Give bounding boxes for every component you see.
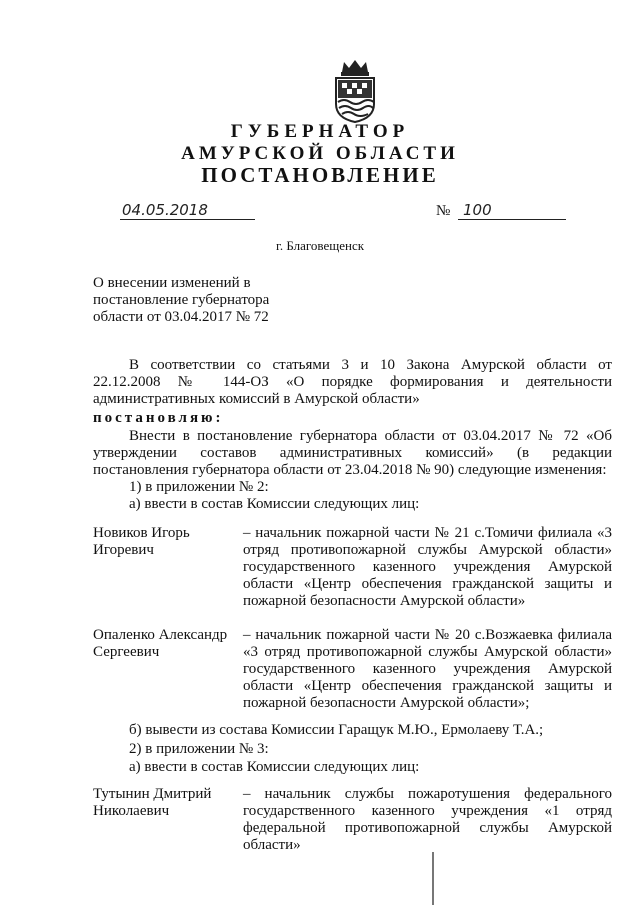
- date-underline: [120, 219, 255, 220]
- member-position-line: – начальник пожарной части № 20 с.Возжаевка филиала: [243, 627, 612, 643]
- body-line: постановления губернатора области от 23.04.2018 № 90) следующие изменения:: [93, 462, 607, 478]
- item-line: 2) в приложении № 3:: [129, 741, 269, 757]
- document-number: 100: [463, 201, 492, 219]
- member-name: Игоревич: [93, 542, 154, 558]
- member-position-line: – начальник пожарной части № 21 с.Томичи филиала «3: [243, 525, 612, 541]
- city-name: г. Благовещенск: [275, 238, 365, 253]
- decree-word: постановляю:: [93, 410, 224, 426]
- member-position-line: федеральной противопожарной службы Амурской: [243, 820, 612, 836]
- scan-mark: [432, 852, 434, 905]
- preamble-line: административных комиссий в Амурской области»: [93, 391, 420, 407]
- subject-line: постановление губернатора: [93, 292, 270, 308]
- subject-line: О внесении изменений в: [93, 275, 251, 291]
- subject-line: области от 03.04.2017 № 72: [93, 309, 269, 325]
- member-position-line: государственного казенного учреждения Амурской: [243, 559, 612, 575]
- member-position-line: области «Центр обеспечения гражданской защиты и: [243, 576, 612, 592]
- member-position-line: – начальник службы пожаротушения федерального: [243, 786, 612, 802]
- header-governor: ГУБЕРНАТОР: [230, 121, 410, 142]
- body-line: утверждении составов административных комиссий» (в редакции: [93, 445, 612, 461]
- member-position-line: пожарной безопасности Амурской области»;: [243, 695, 530, 711]
- member-name: Новиков Игорь: [93, 525, 190, 541]
- preamble-line: В соответствии со статьями 3 и 10 Закона Амурской области от: [129, 357, 612, 373]
- coat-of-arms-emblem: [330, 58, 380, 124]
- member-position-line: области»: [243, 837, 301, 853]
- member-position-line: государственного казенного учреждения Амурской: [243, 661, 612, 677]
- member-position-line: государственного казенного учреждения «1 отряд: [243, 803, 612, 819]
- member-name: Николаевич: [93, 803, 170, 819]
- body-line: 1) в приложении № 2:: [129, 479, 269, 495]
- member-position-line: области «Центр обеспечения гражданской защиты и: [243, 678, 612, 694]
- number-underline: [458, 219, 566, 220]
- header-region: АМУРСКОЙ ОБЛАСТИ: [181, 143, 459, 164]
- number-label: №: [436, 203, 451, 219]
- member-position-line: пожарной безопасности Амурской области»: [243, 593, 526, 609]
- body-line: Внести в постановление губернатора области от 03.04.2017 № 72 «Об: [129, 428, 612, 444]
- member-position-line: «3 отряд противопожарной службы Амурской области»: [243, 644, 612, 660]
- preamble-line: 22.12.2008 № 144-ОЗ «О порядке формирования и деятельности: [93, 374, 612, 390]
- member-name: Сергеевич: [93, 644, 160, 660]
- body-line: а) ввести в состав Комиссии следующих лиц:: [129, 496, 420, 512]
- header-document-type: ПОСТАНОВЛЕНИЕ: [201, 163, 439, 187]
- item-line: а) ввести в состав Комиссии следующих лиц:: [129, 759, 420, 775]
- member-position-line: отряд противопожарной службы Амурской области»: [243, 542, 612, 558]
- member-name: Тутынин Дмитрий: [93, 786, 212, 802]
- item-line: б) вывести из состава Комиссии Гаращук М.Ю., Ермолаеву Т.А.;: [129, 722, 544, 738]
- document-date: 04.05.2018: [122, 201, 208, 219]
- member-name: Опаленко Александр: [93, 627, 228, 643]
